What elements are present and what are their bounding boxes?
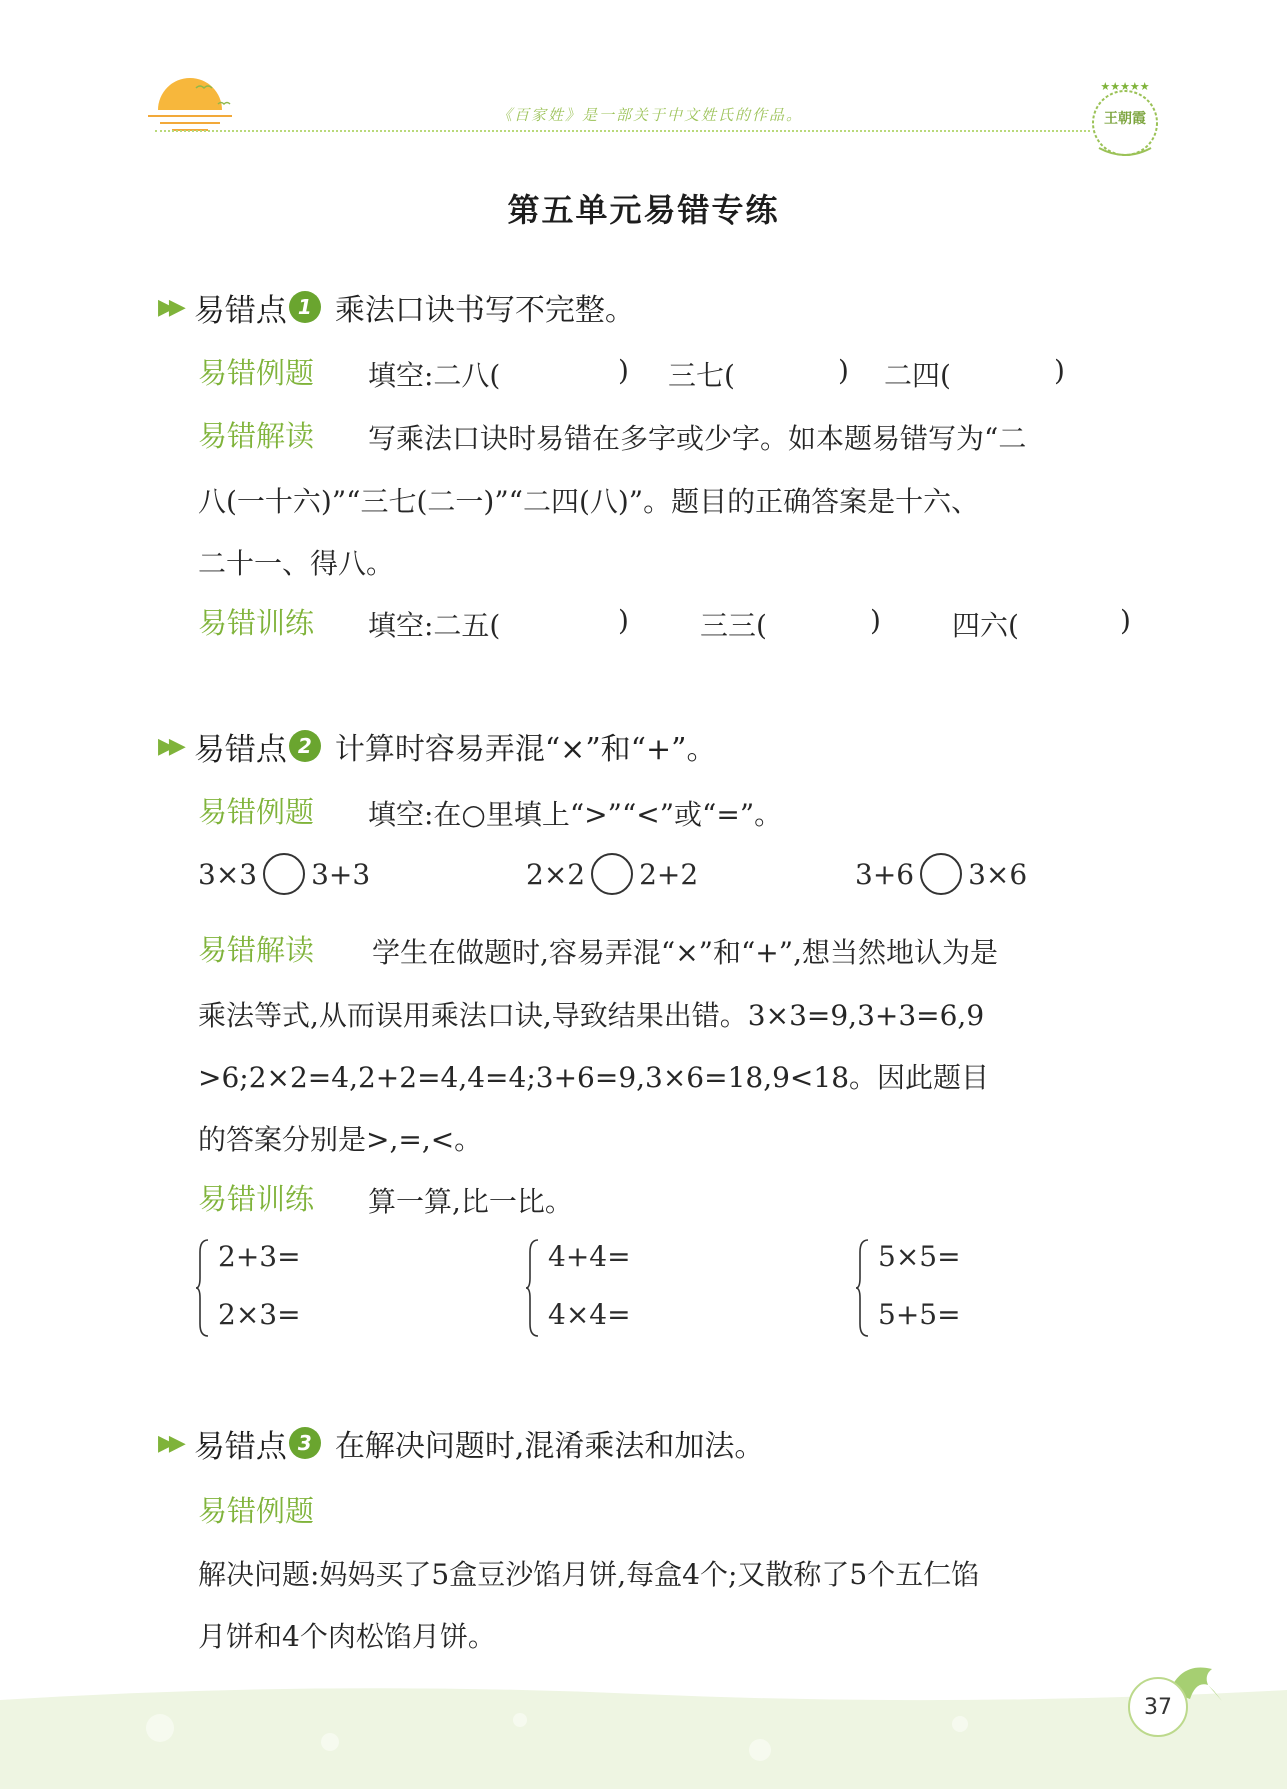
explain-line: >6;2×2=4,2+2=4,4=4;3+6=9,3×6=18,9<18。因此题目 [198, 1061, 990, 1094]
explain-line: 八(一十六)”“三七(二一)”“二四(八)”。题目的正确答案是十六、 [198, 485, 980, 518]
page-title: 第五单元易错专练 [507, 191, 780, 229]
error-point-3-heading [158, 1423, 764, 1463]
left-brace-icon [526, 1238, 540, 1338]
example-instruction: 填空:在○里填上“>”“<”或“=”。 [368, 798, 783, 831]
sunset-icon [140, 60, 240, 140]
error-point-label: 易错点 [193, 292, 287, 329]
answer-circle[interactable] [591, 853, 633, 895]
calc-line: 4+4= [548, 1240, 631, 1273]
double-arrow-icon: ▶▶ [158, 294, 180, 320]
compare-item [526, 853, 698, 895]
problem-line: 月饼和4个肉松馅月饼。 [198, 1620, 496, 1653]
explain-line: 学生在做题时,容易弄混“×”和“+”,想当然地认为是 [372, 936, 998, 969]
calc-line: 2×3= [218, 1298, 301, 1331]
explain-line: 写乘法口诀时易错在多字或少字。如本题易错写为“二 [368, 422, 1027, 455]
train-fill-1b: ) [618, 604, 629, 637]
train-instruction: 算一算,比一比。 [368, 1185, 573, 1218]
error-point-1-heading [158, 287, 635, 327]
train-fill-2b: ) [870, 604, 881, 637]
error-point-description: 在解决问题时,混淆乘法和加法。 [334, 1429, 765, 1464]
example-fill-3b: ) [1054, 354, 1065, 387]
left-brace-icon [196, 1238, 210, 1338]
error-point-label: 易错点 [193, 731, 287, 768]
explain-tag: 易错解读 [198, 419, 315, 453]
svg-text:★★★★★: ★★★★★ [1100, 80, 1150, 93]
page-number: 37 [1128, 1677, 1188, 1737]
train-tag: 易错训练 [198, 1182, 315, 1216]
problem-line: 解决问题:妈妈买了5盒豆沙馅月饼,每盒4个;又散称了5个五仁馅 [198, 1558, 980, 1591]
compare-right: 3×6 [968, 857, 1028, 891]
example-tag: 易错例题 [198, 356, 315, 390]
error-point-number: 1 [289, 291, 321, 323]
compare-item [198, 853, 370, 895]
error-point-description: 计算时容易弄混“×”和“+”。 [334, 732, 717, 767]
train-fill-3a: 四六( [952, 609, 1019, 642]
compare-left: 3×3 [198, 857, 258, 891]
train-tag: 易错训练 [198, 606, 315, 640]
train-fill-2a: 三三( [700, 609, 767, 642]
compare-left: 2×2 [526, 857, 586, 891]
calc-line: 2+3= [218, 1240, 301, 1273]
error-point-number: 3 [289, 1427, 321, 1459]
answer-circle[interactable] [263, 853, 305, 895]
example-fill-3a: 二四( [884, 359, 951, 392]
explain-tag: 易错解读 [198, 933, 315, 967]
header-divider [155, 130, 1090, 132]
example-fill-2a: 三七( [668, 359, 735, 392]
example-tag: 易错例题 [198, 1494, 315, 1528]
explain-line: 乘法等式,从而误用乘法口诀,导致结果出错。3×3=9,3+3=6,9 [198, 999, 985, 1032]
example-fill-1a: 填空:二八( [368, 359, 501, 392]
header-motto: 《百家姓》是一部关于中文姓氏的作品。 [496, 106, 803, 124]
error-point-label: 易错点 [193, 1428, 287, 1465]
error-point-description: 乘法口诀书写不完整。 [334, 293, 635, 328]
double-arrow-icon: ▶▶ [158, 733, 180, 759]
calc-line: 4×4= [548, 1298, 631, 1331]
double-arrow-icon: ▶▶ [158, 1430, 180, 1456]
example-fill-2b: ) [838, 354, 849, 387]
calc-line: 5×5= [878, 1240, 961, 1273]
error-point-number: 2 [289, 730, 321, 762]
explain-line: 二十一、得八。 [198, 547, 395, 580]
compare-right: 3+3 [311, 857, 371, 891]
explain-line: 的答案分别是>,=,<。 [198, 1123, 483, 1156]
left-brace-icon [856, 1238, 870, 1338]
answer-circle[interactable] [920, 853, 962, 895]
train-fill-1a: 填空:二五( [368, 609, 501, 642]
footer-background [0, 1680, 1287, 1789]
example-fill-1b: ) [618, 354, 629, 387]
compare-left: 3+6 [855, 857, 915, 891]
compare-right: 2+2 [639, 857, 699, 891]
train-fill-3b: ) [1120, 604, 1131, 637]
calc-line: 5+5= [878, 1298, 961, 1331]
example-tag: 易错例题 [198, 795, 315, 829]
compare-item [855, 853, 1027, 895]
brand-badge-text: 王朝霞 [1104, 111, 1146, 127]
error-point-2-heading [158, 726, 716, 766]
